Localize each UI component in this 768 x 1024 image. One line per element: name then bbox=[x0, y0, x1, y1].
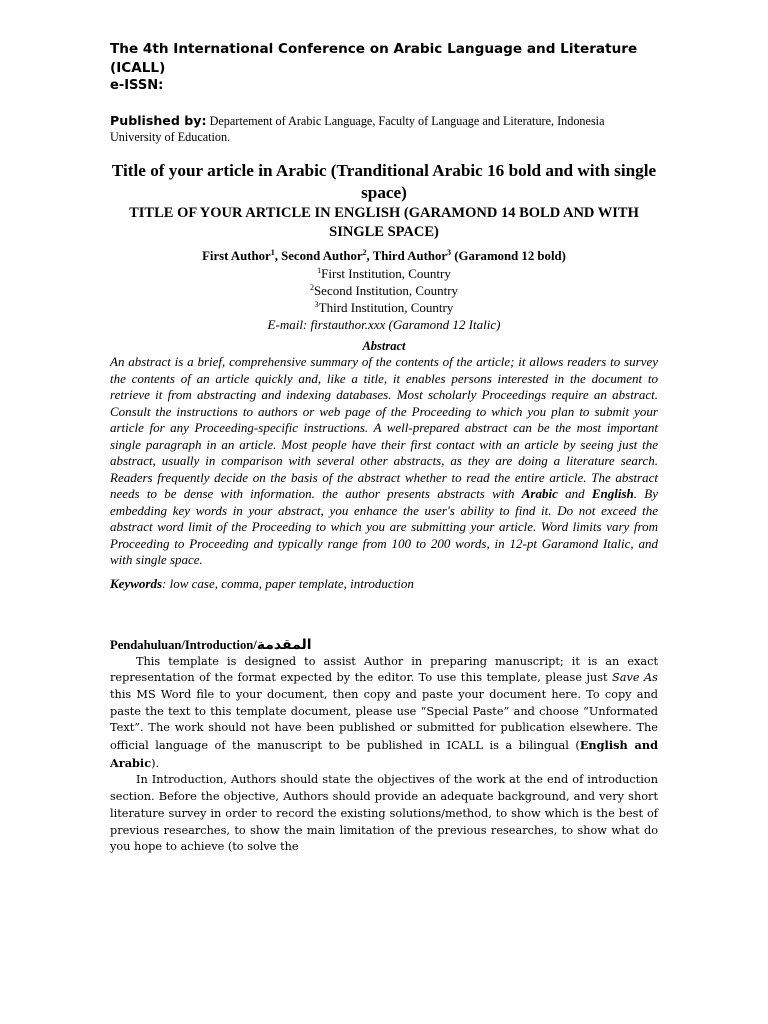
introduction-heading-text: Pendahuluan/Introduction/ bbox=[110, 637, 257, 652]
author-first: First Author bbox=[202, 249, 271, 263]
abstract-text: . By embedding key words in your abstract, you enhance the user's ability to find it. Do not exceed the abstract word limit of the Proceeding to which you are submitting your article. Word limits vary from Proceeding to Proceeding and typically range from 100 to 200 words, in 12-pt Garamond Italic, and with single space. bbox=[110, 486, 658, 567]
publisher-text: Departement of Arabic Language, Faculty of Language and Literature, Indonesia University of Education. bbox=[110, 114, 605, 144]
paper-page bbox=[110, 40, 658, 856]
author-first-sup: 1 bbox=[270, 248, 275, 257]
author-line bbox=[110, 248, 658, 265]
affiliation-text: First Institution, Country bbox=[321, 266, 451, 281]
author-second: Second Author bbox=[281, 249, 363, 263]
author-sep: , bbox=[274, 249, 282, 263]
paragraph-text: ). bbox=[151, 756, 160, 770]
abstract-bold-arabic: Arabic bbox=[521, 486, 558, 501]
affiliation-sup: 1 bbox=[317, 266, 322, 275]
author-font-note: (Garamond 12 bold) bbox=[451, 249, 566, 263]
keywords-text: : low case, comma, paper template, introduction bbox=[162, 575, 414, 591]
abstract-heading: Abstract bbox=[362, 339, 406, 353]
keywords-line bbox=[110, 575, 658, 592]
affiliation bbox=[110, 265, 658, 282]
affiliation bbox=[110, 299, 658, 316]
paragraph-text: This template is designed to assist Author in preparing manuscript; it is an exact representation of the format expected by the editor. To use this template, please just bbox=[110, 654, 658, 685]
author-email: E-mail: firstauthor.xxx (Garamond 12 Italic) bbox=[267, 317, 501, 332]
english-title: TITLE OF YOUR ARTICLE IN ENGLISH (GARAMOND 14 BOLD AND WITH SINGLE SPACE) bbox=[129, 205, 639, 240]
abstract-text: and bbox=[557, 486, 592, 501]
eissn-label: e-ISSN: bbox=[110, 78, 164, 93]
paragraph-italic: Save As bbox=[612, 671, 658, 685]
publisher-line bbox=[110, 113, 658, 145]
abstract-text: An abstract is a brief, comprehensive summary of the contents of the article; it allows readers to survey the contents of an article quickly and, like a title, it enables persons interested in the document to retrieve it from abstracting and indexing databases. Most scholarly Proceedings require an abstract. Consult the instructions to authors or web page of the Proceeding to which you plan to submit your article for any Proceeding-specific instructions. A well-prepared abstract can be the most important single paragraph in an article. Most people have their first contact with an article by seeing just the abstract, usually in comparison with several other abstracts, as they are doing a literature search. Readers frequently decide on the basis of the abstract whether to read the entire article. The abstract needs to be dense with information. the author presents abstracts with bbox=[110, 354, 658, 501]
paragraph-bold: English and Arabic bbox=[110, 738, 658, 770]
affiliation-sup: 2 bbox=[309, 283, 314, 292]
paragraph-text: this MS Word file to your document, then copy and paste your document here. To copy and paste the text to this template document, please use “Special Paste” and choose “Unformated Text”. The work should not have been published or submitted for publication elsewhere. The official language of the manuscript to be published in ICALL is a bilingual ( bbox=[110, 687, 658, 753]
arabic-title: Title of your article in Arabic (Tranditional Arabic 16 bold and with single space) bbox=[111, 161, 657, 202]
introduction-paragraph bbox=[110, 654, 658, 773]
abstract-bold-english: English bbox=[591, 486, 634, 501]
keywords-label: Keywords bbox=[110, 575, 162, 591]
author-sep: , bbox=[366, 249, 373, 263]
introduction-paragraph: In Introduction, Authors should state the objectives of the work at the end of introduction section. Before the objective, Authors should provide an adequate background, and very short literature survey in order to record the existing solutions/method, to show which is the best of previous researches, to show the main limitation of the previous researches, to show what do you hope to achieve (to solve the bbox=[110, 773, 658, 854]
conference-title: The 4th International Conference on Arabic Language and Literature (ICALL) bbox=[110, 41, 638, 76]
author-second-sup: 2 bbox=[362, 248, 367, 257]
publisher-label: Published by: bbox=[110, 113, 207, 128]
affiliation-text: Second Institution, Country bbox=[313, 283, 459, 298]
author-third-sup: 3 bbox=[447, 248, 452, 257]
affiliation bbox=[110, 282, 658, 299]
introduction-heading-arabic: المقدمة bbox=[256, 636, 312, 653]
introduction-heading bbox=[110, 636, 658, 654]
affiliation-text: Third Institution, Country bbox=[318, 300, 454, 315]
affiliation-sup: 3 bbox=[314, 300, 319, 309]
abstract-body bbox=[110, 354, 658, 569]
author-third: Third Author bbox=[372, 249, 448, 263]
